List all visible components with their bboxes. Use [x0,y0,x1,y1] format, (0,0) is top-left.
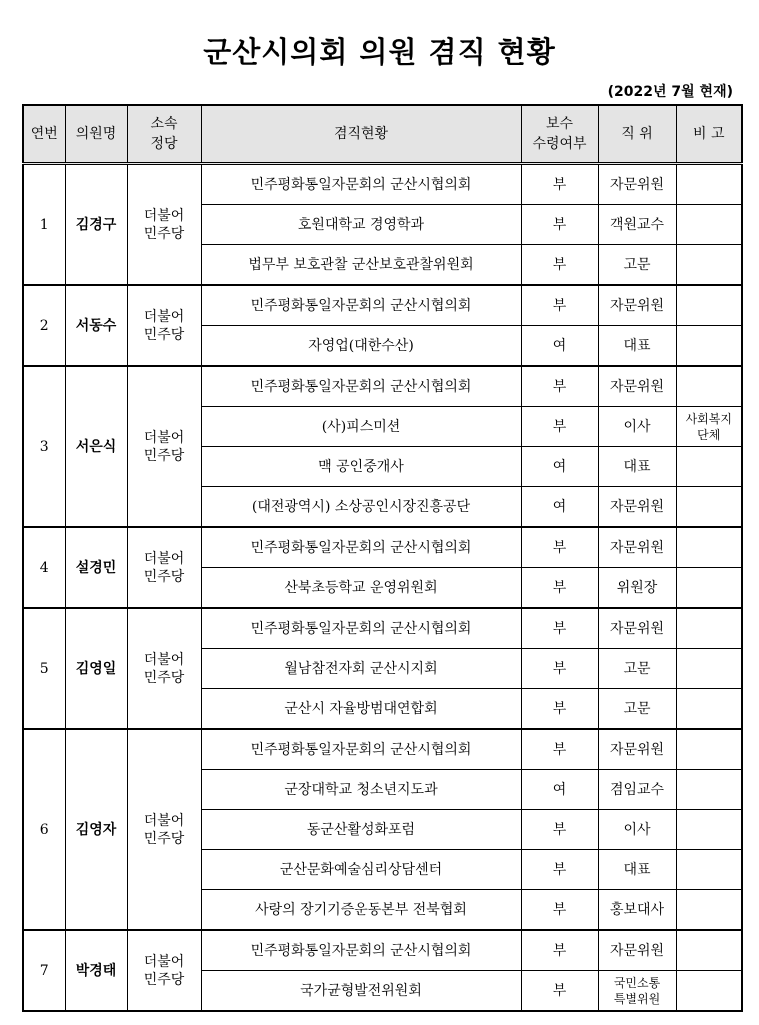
note [676,487,742,528]
paid-status: 부 [521,971,598,1012]
note [676,770,742,810]
note [676,608,742,649]
position-role: 객원교수 [598,205,676,245]
note [676,447,742,487]
paid-status: 여 [521,447,598,487]
note [676,930,742,971]
member-party: 더불어 민주당 [127,930,201,1011]
paid-status: 부 [521,205,598,245]
note [676,971,742,1012]
member-name: 김경구 [65,164,127,286]
position-role: 국민소통 특별위원 [598,971,676,1012]
header-paid [521,105,598,164]
member-party: 더불어 민주당 [127,366,201,527]
member-party: 더불어 민주당 [127,527,201,608]
note [676,649,742,689]
header-party-text: 소속 정당 [150,116,178,152]
position-role: 홍보대사 [598,890,676,931]
position-role: 고문 [598,689,676,730]
note [676,164,742,205]
member-number: 6 [23,729,65,930]
member-name: 설경민 [65,527,127,608]
position-org: 민주평화통일자문회의 군산시협의회 [201,527,521,568]
table-row [23,527,742,568]
paid-status: 부 [521,729,598,770]
paid-status: 부 [521,568,598,609]
position-role: 자문위원 [598,285,676,326]
member-party: 더불어 민주당 [127,608,201,729]
position-role: 자문위원 [598,487,676,528]
page-title: 군산시의회 의원 겸직 현황 [203,35,556,69]
paid-status: 부 [521,407,598,447]
note [676,527,742,568]
position-org: 법무부 보호관찰 군산보호관찰위원회 [201,245,521,286]
member-number: 5 [23,608,65,729]
table-body [23,164,742,1012]
paid-status: 부 [521,608,598,649]
paid-status: 부 [521,366,598,407]
position-org: 민주평화통일자문회의 군산시협의회 [201,729,521,770]
member-name: 김영일 [65,608,127,729]
note [676,205,742,245]
member-name: 서동수 [65,285,127,366]
note [676,850,742,890]
positions-table [22,104,743,1012]
position-role: 고문 [598,245,676,286]
paid-status: 부 [521,285,598,326]
position-role: 자문위원 [598,366,676,407]
position-org: 산북초등학교 운영위원회 [201,568,521,609]
header-note: 비 고 [676,105,742,164]
paid-status: 여 [521,770,598,810]
table-row [23,285,742,326]
position-role: 고문 [598,649,676,689]
position-role: 대표 [598,447,676,487]
paid-status: 여 [521,487,598,528]
position-role: 대표 [598,850,676,890]
table-row [23,729,742,770]
position-role: 위원장 [598,568,676,609]
position-org: 민주평화통일자문회의 군산시협의회 [201,164,521,205]
position-org: 민주평화통일자문회의 군산시협의회 [201,285,521,326]
member-number: 7 [23,930,65,1011]
header-party [127,105,201,164]
position-role: 자문위원 [598,729,676,770]
position-org: 국가균형발전위원회 [201,971,521,1012]
position-org: 자영업(대한수산) [201,326,521,367]
note [676,729,742,770]
paid-status: 부 [521,689,598,730]
position-org: (사)피스미션 [201,407,521,447]
position-role: 자문위원 [598,930,676,971]
header-row [23,105,742,164]
note [676,326,742,367]
position-org: 군장대학교 청소년지도과 [201,770,521,810]
position-org: 동군산활성화포럼 [201,810,521,850]
note [676,366,742,407]
position-role: 겸임교수 [598,770,676,810]
header-no: 연번 [23,105,65,164]
note [676,245,742,286]
note [676,689,742,730]
member-number: 3 [23,366,65,527]
member-party: 더불어 민주당 [127,164,201,286]
paid-status: 부 [521,164,598,205]
position-org: 사랑의 장기기증운동본부 전북협회 [201,890,521,931]
position-role: 이사 [598,407,676,447]
paid-status: 부 [521,890,598,931]
note [676,810,742,850]
member-party: 더불어 민주당 [127,729,201,930]
member-party: 더불어 민주당 [127,285,201,366]
position-role: 이사 [598,810,676,850]
member-number: 4 [23,527,65,608]
member-name: 박경태 [65,930,127,1011]
note [676,568,742,609]
table-row [23,608,742,649]
position-org: 월남참전자회 군산시지회 [201,649,521,689]
member-number: 2 [23,285,65,366]
position-role: 대표 [598,326,676,367]
position-org: 군산문화예술심리상담센터 [201,850,521,890]
member-name: 김영자 [65,729,127,930]
table-row [23,164,742,205]
position-org: 민주평화통일자문회의 군산시협의회 [201,608,521,649]
paid-status: 부 [521,527,598,568]
as-of-date: (2022년 7월 현재) [607,84,733,100]
header-role: 직 위 [598,105,676,164]
paid-status: 부 [521,930,598,971]
note: 사회복지 단체 [676,407,742,447]
table-row [23,366,742,407]
position-org: 호원대학교 경영학과 [201,205,521,245]
position-org: (대전광역시) 소상공인시장진흥공단 [201,487,521,528]
paid-status: 부 [521,245,598,286]
paid-status: 부 [521,649,598,689]
header-position: 겸직현황 [201,105,521,164]
note [676,285,742,326]
header-paid-text: 보수 수령여부 [532,116,587,152]
position-org: 민주평화통일자문회의 군산시협의회 [201,366,521,407]
paid-status: 부 [521,810,598,850]
position-role: 자문위원 [598,608,676,649]
position-org: 민주평화통일자문회의 군산시협의회 [201,930,521,971]
position-org: 맥 공인중개사 [201,447,521,487]
note [676,890,742,931]
member-name: 서은식 [65,366,127,527]
member-number: 1 [23,164,65,286]
position-role: 자문위원 [598,164,676,205]
paid-status: 여 [521,326,598,367]
paid-status: 부 [521,850,598,890]
header-name: 의원명 [65,105,127,164]
position-role: 자문위원 [598,527,676,568]
position-org: 군산시 자율방범대연합회 [201,689,521,730]
table-row [23,930,742,971]
